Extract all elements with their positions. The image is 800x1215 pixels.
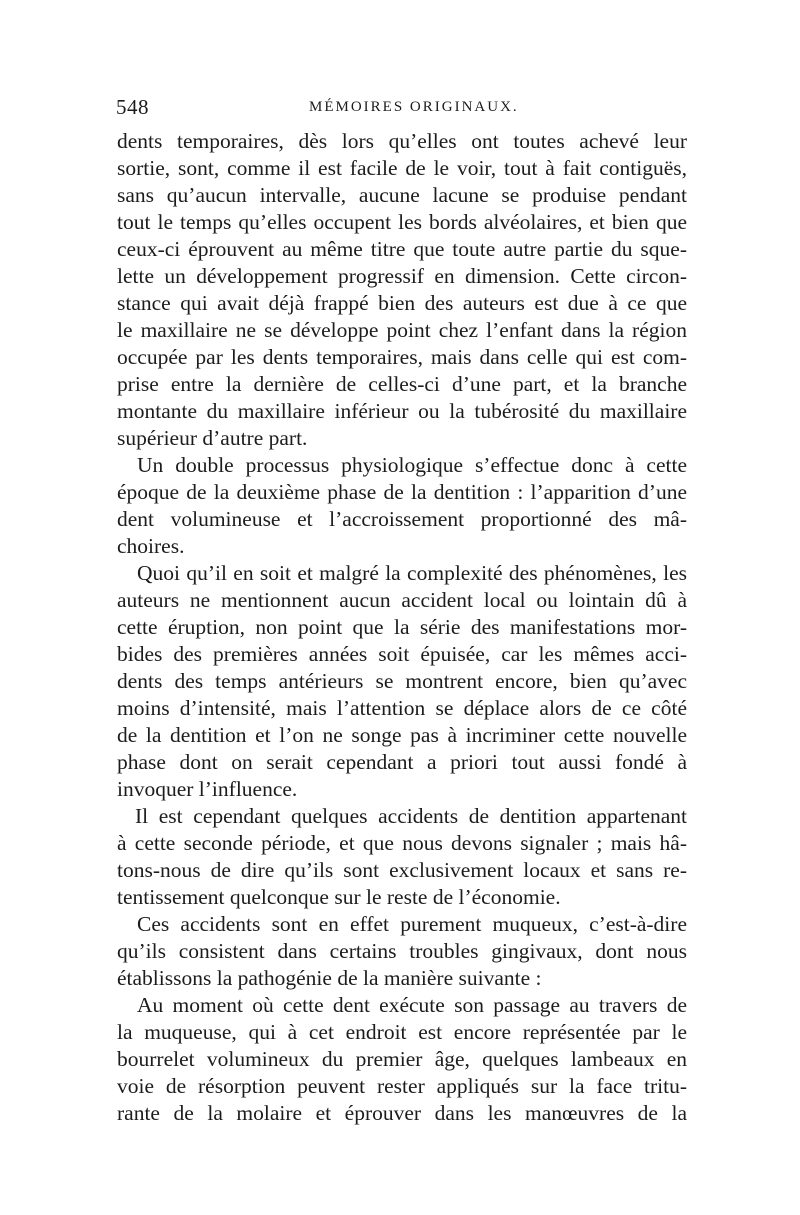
text-line: supérieur d’autre part. [117,426,308,450]
text-line: sortie, sont, comme il est facile de le voir, tout à fait contiguës, [117,156,687,180]
text-line: établissons la pathogénie de la manière suivante : [117,966,542,990]
text-line: tentissement quelconque sur le reste de l’économie. [117,885,561,909]
text-line: le maxillaire ne se développe point chez l’enfant dans la région [117,318,687,342]
text-line: auteurs ne mentionnent aucun accident local ou lointain dû à [117,588,687,612]
text-line: Un double processus physiologique s’effectue donc à cette [137,453,687,477]
text-line: dent volumineuse et l’accroissement proportionné des mâ- [117,507,687,531]
text-line: de la dentition et l’on ne songe pas à incriminer cette nouvelle [117,723,687,747]
text-line: montante du maxillaire inférieur ou la tubérosité du maxillaire [117,399,687,423]
text-line: occupée par les dents temporaires, mais dans celle qui est com- [117,345,687,369]
text-line: bides des premières années soit épuisée, car les mêmes acci- [117,642,687,666]
text-line: Il est cependant quelques accidents de dentition appartenant [135,804,687,828]
text-line: moins d’intensité, mais l’attention se déplace alors de ce côté [117,696,687,720]
text-line: qu’ils consistent dans certains troubles gingivaux, dont nous [117,939,687,963]
text-line: choires. [117,534,185,558]
text-line: Ces accidents sont en effet purement muqueux, c’est-à-dire [137,912,687,936]
body-text [117,128,687,1127]
text-line: dents temporaires, dès lors qu’elles ont toutes achevé leur [117,129,687,153]
text-line: sans qu’aucun intervalle, aucune lacune se produise pendant [117,183,687,207]
text-line: stance qui avait déjà frappé bien des auteurs est due à ce que [117,291,687,315]
page-number: 548 [116,95,149,119]
running-title: MÉMOIRES ORIGINAUX. [309,99,519,115]
text-line: ceux-ci éprouvent au même titre que toute autre partie du sque- [117,237,687,261]
text-line: époque de la deuxième phase de la dentition : l’apparition d’une [117,480,687,504]
text-line: tons-nous de dire qu’ils sont exclusivement locaux et sans re- [117,858,687,882]
text-line: lette un développement progressif en dimension. Cette circon- [117,264,687,288]
running-head [116,95,686,121]
text-line: rante de la molaire et éprouver dans les manœuvres de la [117,1101,687,1125]
text-line: prise entre la dernière de celles-ci d’une part, et la branche [117,372,687,396]
text-line: dents des temps antérieurs se montrent encore, bien qu’avec [117,669,687,693]
text-line: bourrelet volumineux du premier âge, quelques lambeaux en [117,1047,687,1071]
text-line: à cette seconde période, et que nous devons signaler ; mais hâ- [117,831,687,855]
text-line: invoquer l’influence. [117,777,298,801]
text-line: phase dont on serait cependant a priori tout aussi fondé à [117,750,687,774]
text-line: voie de résorption peuvent rester appliqués sur la face tritu- [117,1074,687,1098]
text-line: tout le temps qu’elles occupent les bords alvéolaires, et bien que [117,210,687,234]
text-line: la muqueuse, qui à cet endroit est encore représentée par le [117,1020,687,1044]
text-line: Quoi qu’il en soit et malgré la complexité des phénomènes, les [137,561,687,585]
text-line: cette éruption, non point que la série des manifestations mor- [117,615,687,639]
text-line: Au moment où cette dent exécute son passage au travers de [137,993,687,1017]
